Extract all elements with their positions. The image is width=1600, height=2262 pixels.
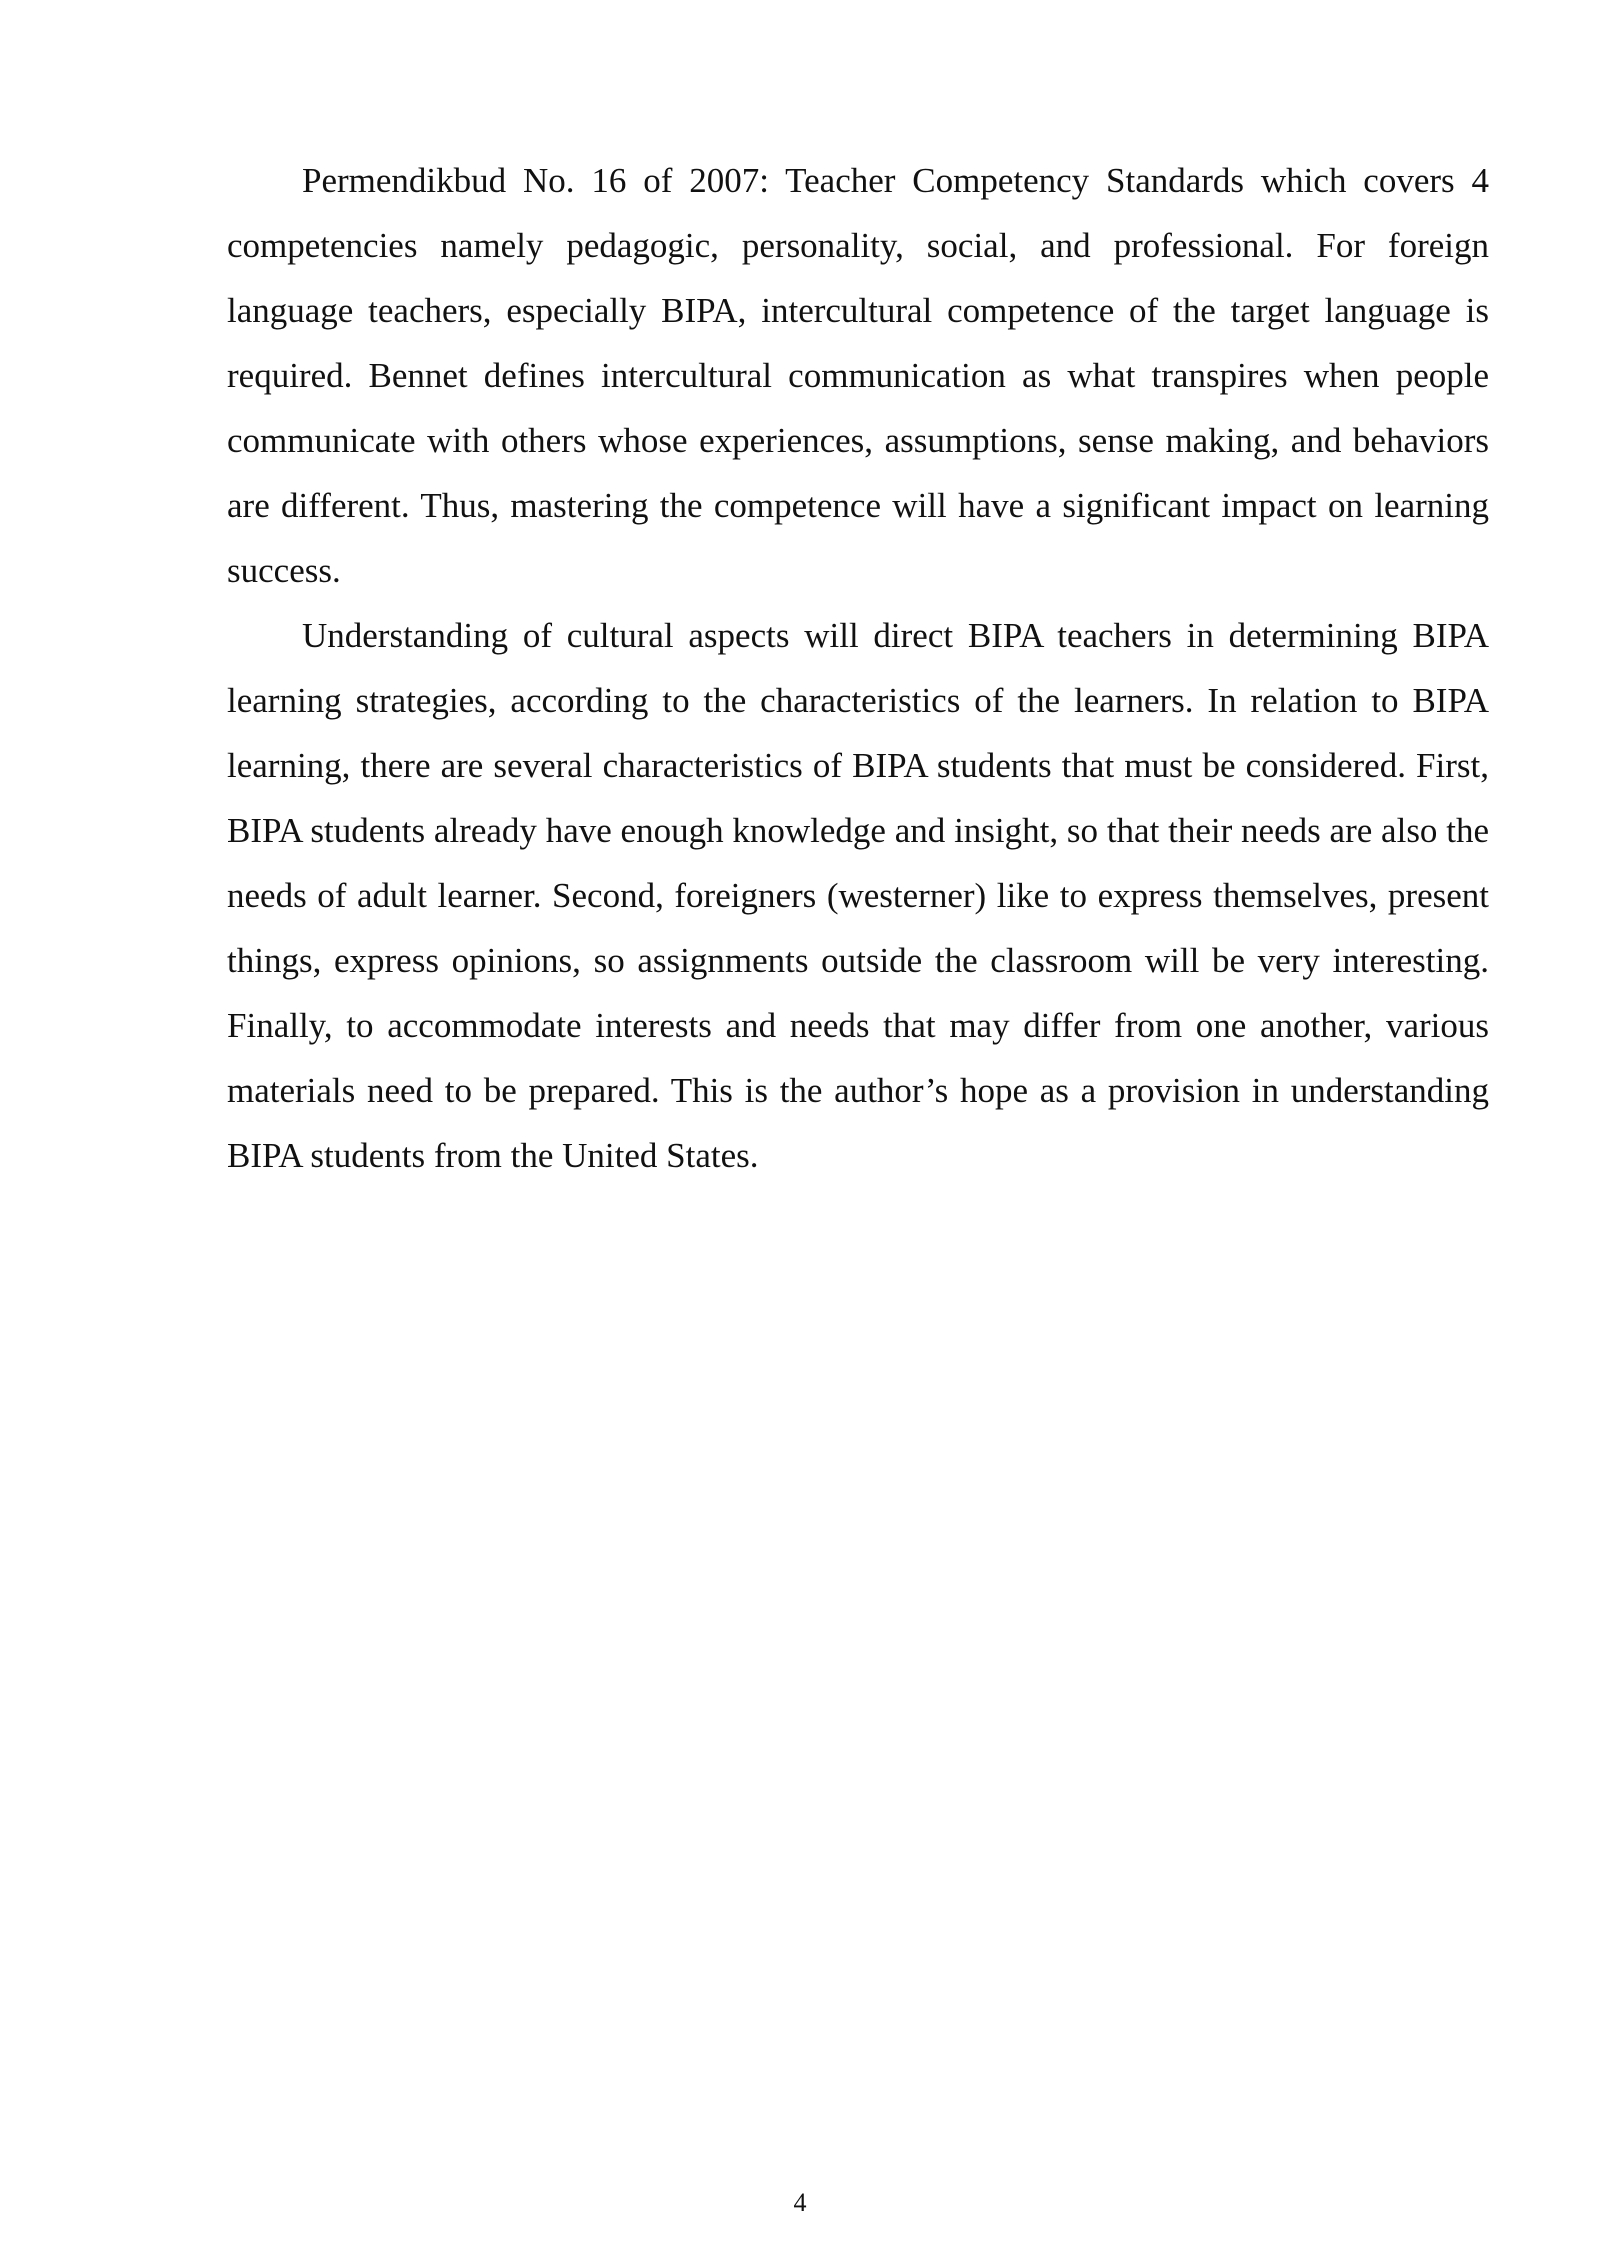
paragraph-teacher-competency: Permendikbud No. 16 of 2007: Teacher Competency Standards which covers 4 competencies namely pedagogic, personality, social, and professional. For foreign language teachers, especially BIPA, intercultural competence of the target language is required. Bennet defines intercultural communication as what transpires when people communicate with others whose experiences, assumptions, sense making, and behaviors are different. Thus, mastering the competence will have a significant impact on learning success. <box>227 161 1489 590</box>
body-text <box>227 148 1489 1188</box>
paragraph-cultural-aspects: Understanding of cultural aspects will direct BIPA teachers in determining BIPA learning strategies, according to the characteristics of the learners. In relation to BIPA learning, there are several characteristics of BIPA students that must be considered. First, BIPA students already have enough knowledge and insight, so that their needs are also the needs of adult learner. Second, foreigners (westerner) like to express themselves, present things, express opinions, so assignments outside the classroom will be very interesting. Finally, to accommodate interests and needs that may differ from one another, various materials need to be prepared. This is the author’s hope as a provision in understanding BIPA students from the United States. <box>227 616 1489 1175</box>
page-number: 4 <box>793 2188 807 2217</box>
